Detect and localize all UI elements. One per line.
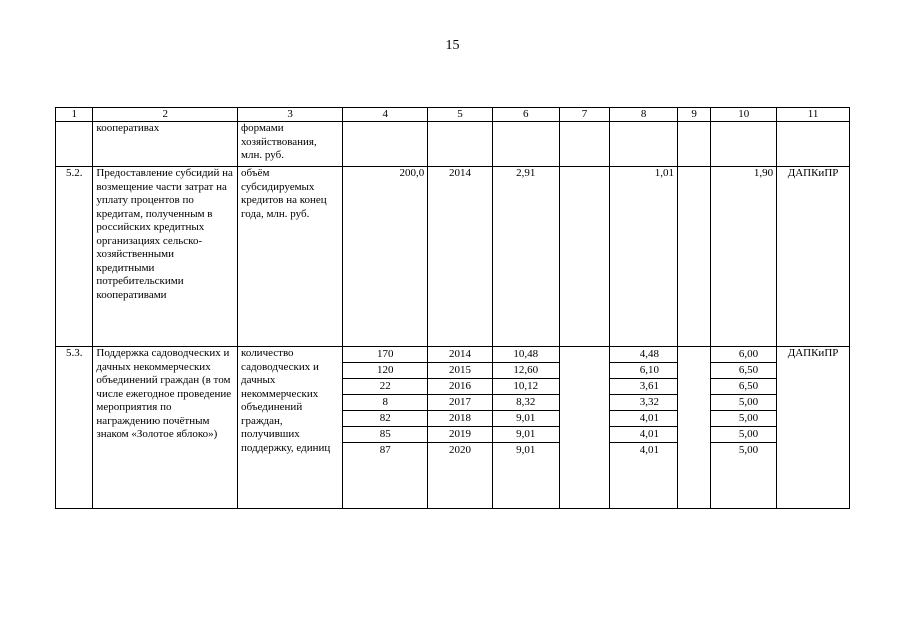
continuation-row (56, 122, 850, 167)
table-row-5-3 (56, 347, 850, 509)
amount-col9 (677, 347, 710, 509)
row-number: 5.3. (56, 347, 93, 509)
amount-col8: 3,61 (610, 379, 677, 395)
measure-name: Поддержка садоводческих и дачных некоммерческих объединений граждан (в том числе ежегодное проведение мероприятия по награждению почётным знаком «Золотое яблоко») (93, 347, 238, 509)
indicator-value: 170 (343, 347, 427, 363)
amount-total: 2,91 (492, 167, 559, 347)
year: 2020 (449, 444, 472, 456)
indicator-value: 85 (343, 427, 427, 443)
indicator-name: объём субсидируемых кредитов на конец года, млн. руб. (238, 167, 343, 347)
year: 2016 (428, 379, 492, 395)
amount-col8: 4,48 (610, 347, 677, 363)
amount-col10: 5,00 (711, 427, 776, 443)
amount-col7 (559, 347, 610, 509)
amount-col10: 5,00 (711, 411, 776, 427)
amount-col8: 6,10 (610, 363, 677, 379)
amount-col10: 5,00 (738, 444, 759, 456)
amount-total: 9,01 (516, 444, 536, 456)
indicator-name: формами хозяйствования, млн. руб. (238, 122, 343, 167)
column-number: 4 (343, 108, 428, 122)
amount-total: 10,12 (493, 379, 559, 395)
amount-col9 (677, 167, 710, 347)
year: 2019 (428, 427, 492, 443)
indicator-value: 8 (343, 395, 427, 411)
amount-total-list (493, 347, 559, 458)
amount-col8: 3,32 (610, 395, 677, 411)
amount-col10: 5,00 (711, 395, 776, 411)
amount-col10: 6,50 (711, 379, 776, 395)
indicator-value: 120 (343, 363, 427, 379)
amount-total: 10,48 (493, 347, 559, 363)
amount-col8: 4,01 (610, 427, 677, 443)
year: 2018 (428, 411, 492, 427)
column-number: 10 (711, 108, 777, 122)
column-number: 2 (93, 108, 238, 122)
year: 2015 (428, 363, 492, 379)
column-number: 6 (492, 108, 559, 122)
amount-col10: 6,50 (711, 363, 776, 379)
amount-col10-list (711, 347, 776, 458)
column-number: 3 (238, 108, 343, 122)
column-number: 11 (777, 108, 850, 122)
year: 2014 (428, 347, 492, 363)
amount-col8: 4,01 (639, 444, 659, 456)
amount-col7 (559, 167, 610, 347)
indicator-value-list (343, 347, 427, 458)
indicator-value: 22 (343, 379, 427, 395)
year: 2014 (428, 167, 493, 347)
column-number-row (56, 108, 850, 122)
amount-total: 9,01 (493, 411, 559, 427)
amount-col10: 1,90 (711, 167, 777, 347)
year: 2017 (428, 395, 492, 411)
responsible-body: ДАПКиПР (777, 167, 850, 347)
measure-name: кооперативах (93, 122, 238, 167)
row-number: 5.2. (56, 167, 93, 347)
table-row-5-2 (56, 167, 850, 347)
amount-total: 8,32 (493, 395, 559, 411)
indicator-name: количество садоводческих и дачных некоммерческих объединений граждан, получивших поддержку, единиц (238, 347, 343, 509)
column-number: 9 (677, 108, 710, 122)
column-number: 8 (610, 108, 678, 122)
amount-col10: 6,00 (711, 347, 776, 363)
column-number: 5 (428, 108, 493, 122)
amount-col8: 1,01 (610, 167, 678, 347)
year-list (428, 347, 492, 458)
column-number: 7 (559, 108, 610, 122)
column-number: 1 (56, 108, 93, 122)
indicator-value: 87 (379, 444, 391, 456)
amount-col8-list (610, 347, 677, 458)
amount-total: 12,60 (493, 363, 559, 379)
amount-col8: 4,01 (610, 411, 677, 427)
amount-total: 9,01 (493, 427, 559, 443)
program-table (55, 107, 850, 509)
indicator-value: 82 (343, 411, 427, 427)
measure-name: Предоставление субсидий на возмещение части затрат на уплату процентов по кредитам, полученным в российских кредитных организациях сельско-хозяйственными кредитными потребительскими кооперативами (93, 167, 238, 347)
page-number: 15 (445, 38, 460, 53)
responsible-body: ДАПКиПР (777, 347, 850, 509)
indicator-value: 200,0 (343, 167, 428, 347)
